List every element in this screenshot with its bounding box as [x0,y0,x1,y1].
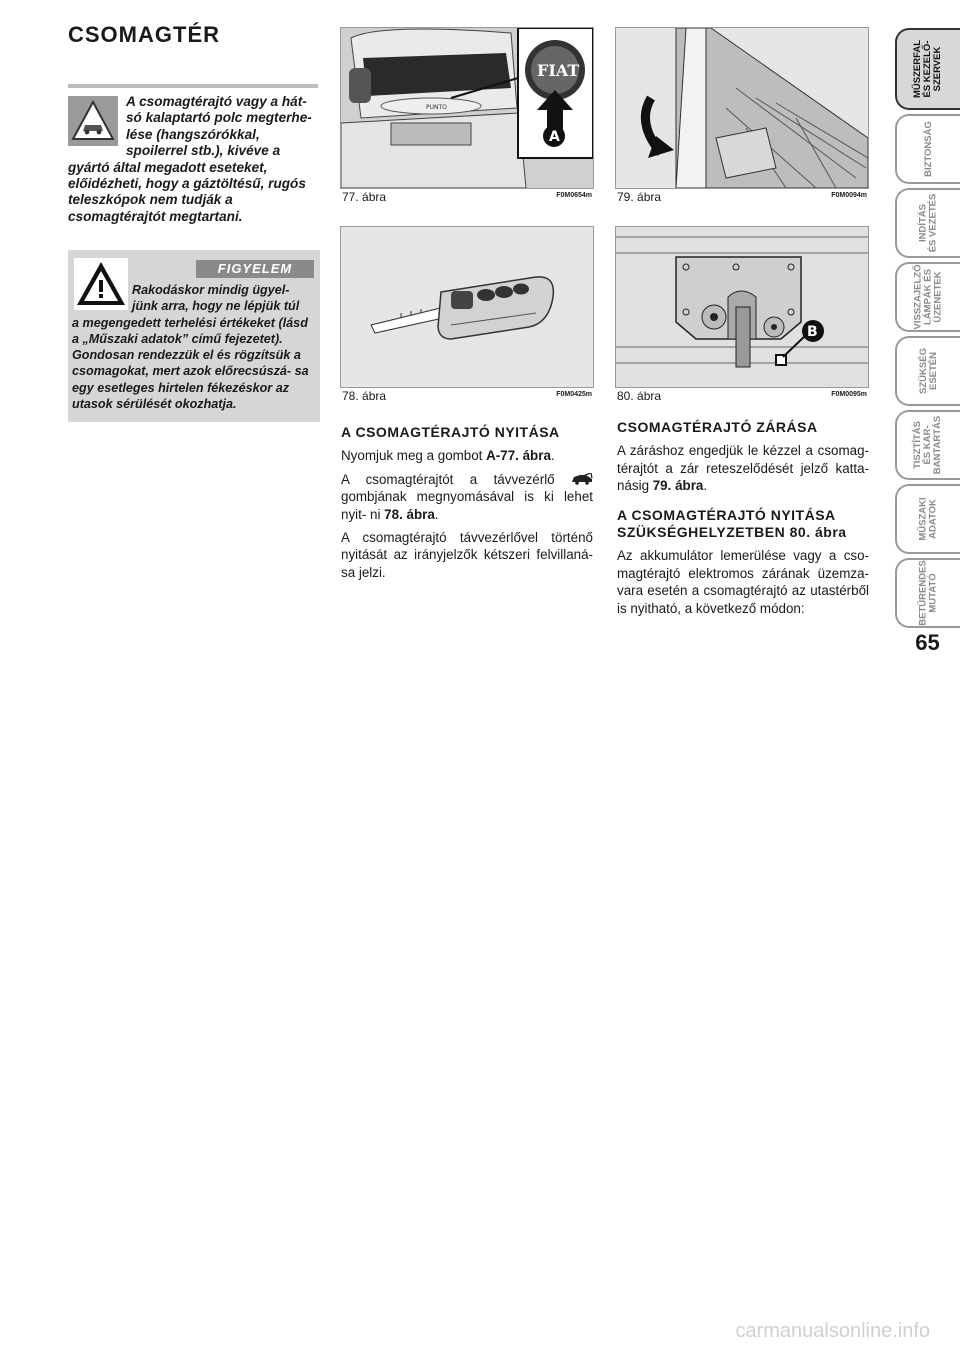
label-a: A [549,129,560,145]
paragraph-indicators: A csomagtérajtó távvezérlővel történő nyitását az irányjelzők kétszeri felvillaná- sa jelzi. [341,530,593,580]
fiat-logo-text: FIAT [537,61,580,80]
ref-a77: A-77. ábra [486,448,551,464]
watermark: carmanualsonline.info [735,1320,930,1342]
code-79: F0M0094m [831,192,867,199]
heading-emergency-line2: SZÜKSÉGHELYZETBEN [617,524,786,541]
car-model-text: PUNTO [426,104,447,111]
heading-emergency-line1: A CSOMAGTÉRAJTÓ NYITÁSA [617,506,836,523]
warning-text [72,282,316,412]
load-note [68,94,320,225]
ref-79: 79. ábra [652,478,704,494]
code-80: F0M0095m [831,391,867,398]
figure-77 [340,27,594,189]
paragraph-closing: A záráshoz engedjük le kézzel a csomag- térajtót a zár reteszelődését jelző katta- násig 79. ábra. [617,443,869,494]
tab-szukseg[interactable]: SZÜKSÉG ESETÉN [895,336,960,406]
ref-78: 78. ábra [384,506,435,522]
paragraph-remote: A csomagtérajtót a távvezérlő gombjának megnyomásával is ki lehet nyit- ni 78. ábra. [341,471,593,522]
code-78: F0M0425m [556,391,592,398]
tab-muszerfal[interactable]: MŰSZERFAL ÉS KEZELŐ- SZERVEK [895,28,960,110]
trunk-car-icon [571,473,593,485]
label-b: B [807,324,818,340]
figure-79 [615,27,869,189]
ref-80: 80. ábra [789,524,847,541]
caption-78: 78. ábra [342,389,387,403]
heading-opening: A CSOMAGTÉRAJTÓ NYITÁSA [341,424,560,440]
tab-muszaki[interactable]: MŰSZAKI ADATOK [895,484,960,554]
caption-79: 79. ábra [617,190,662,204]
tab-inditas[interactable]: INDÍTÁS ÉS VEZETÉS [895,188,960,258]
heading-emergency [617,507,869,542]
tab-beturendes[interactable]: BETŰRENDES MUTATÓ [895,558,960,628]
title-rule [68,84,318,88]
warning-text-rest: a megengedett terhelési értékeket (lásd a „Műszaki adatok” című fejezetet). Gondosan rendezzük el és rögzítsük a csomagokat, mert azok előrecsúszá- sa egy esetleges hirtelen fékezéskor az utasok sérülését okozhatja. [72,315,309,412]
heading-closing: CSOMAGTÉRAJTÓ ZÁRÁSA [617,419,818,435]
figure-80 [615,226,869,388]
paragraph-emergency: Az akkumulátor lemerülése vagy a cso- magtérajtó elektromos zárának üzemza- vara esetén a csomagtérajtó az utastérből is nyitható, a következő módon: [617,548,869,616]
warning-text-indented: Rakodáskor mindig ügyel- jünk arra, hogy ne lépjük túl [132,283,300,314]
tab-biztonsag[interactable]: BIZTONSÁG [895,114,960,184]
tab-visszajelzo[interactable]: VISSZAJELZŐ LÁMPÁK ÉS ÜZENETEK [895,262,960,332]
caption-80: 80. ábra [617,389,662,403]
car-load-icon [68,96,118,146]
paragraph-press-button: Nyomjuk meg a gombot A-77. ábra. [341,448,555,464]
middle-column [341,424,593,587]
page-number: 65 [915,630,940,655]
code-77: F0M0654m [556,192,592,199]
caption-77: 77. ábra [342,190,387,204]
figure-78 [340,226,594,388]
warning-header: FIGYELEM [196,260,314,278]
warning-box [68,250,320,422]
load-note-text: A csomagtérajtó vagy a hát- só kalaptartó polc megterhe- lése (hangszórókkal, spoilerrel stb.), kivéve a gyártó által megadott eseteket, előidézheti, hogy a gáztöltésű, rugós teleszkópok nem tudják a csomagtérajtót megtartani. [68,94,312,224]
tab-tisztitas[interactable]: TISZTÍTÁS ÉS KAR- BANTARTÁS [895,410,960,480]
right-column [617,419,869,623]
page-title: CSOMAGTÉR [68,22,220,47]
